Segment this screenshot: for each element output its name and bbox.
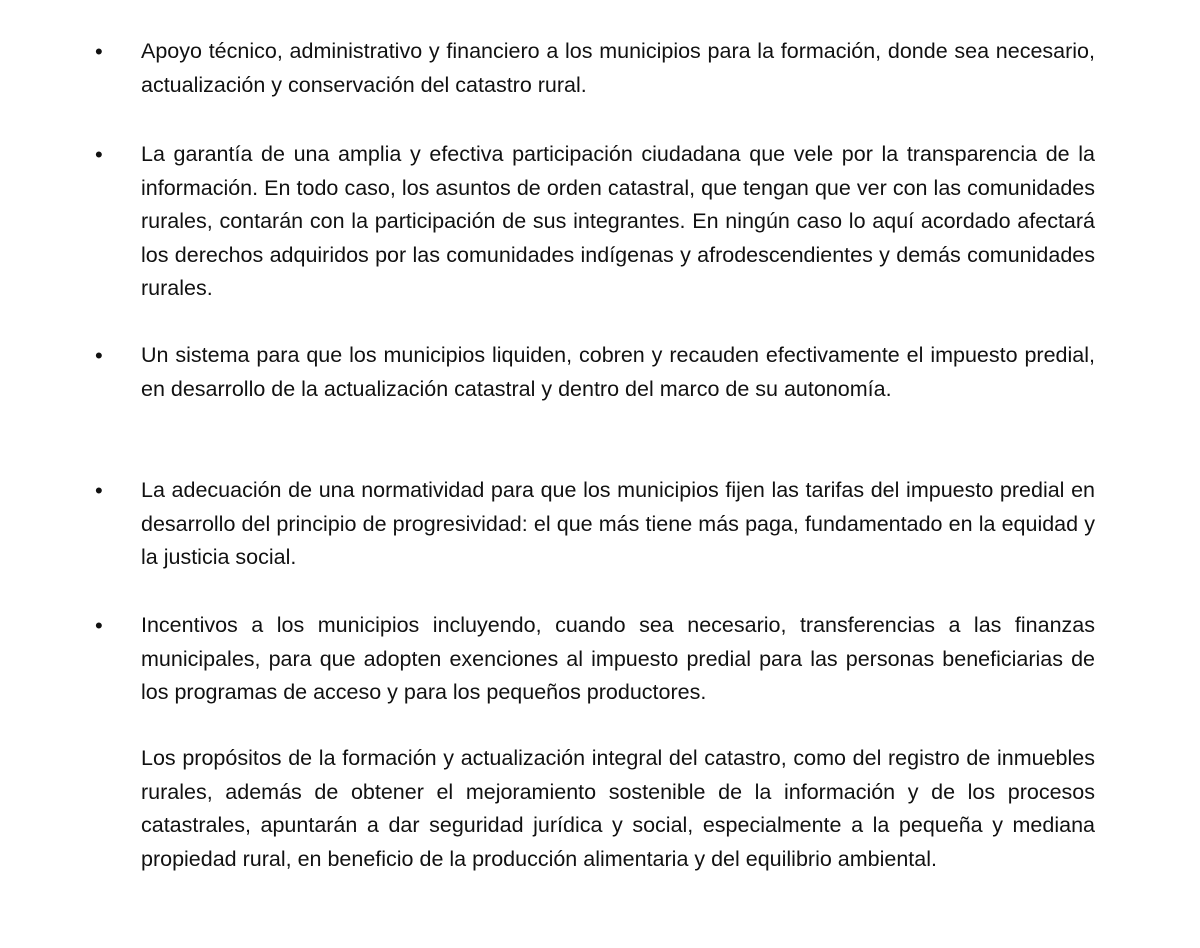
bullet-icon: • xyxy=(95,478,103,503)
bullet-icon: • xyxy=(95,142,103,167)
list-item-text: La adecuación de una normatividad para que los municipios fijen las tarifas del impuesto predial en desarrollo del principio de progresividad: el que más tiene más paga, fundamentado en la equidad y la justicia social. xyxy=(141,478,1095,570)
bullet-icon: • xyxy=(95,39,103,64)
list-item-text: Incentivos a los municipios incluyendo, cuando sea necesario, transferencias a las finanzas municipales, para que adopten exenciones al impuesto predial para las personas beneficiarias de los programas de acceso y para los pequeños productores. xyxy=(141,613,1095,705)
bullet-icon: • xyxy=(95,613,103,638)
bullet-icon: • xyxy=(95,343,103,368)
list-item-text: Un sistema para que los municipios liquiden, cobren y recauden efectivamente el impuesto predial, en desarrollo de la actualización catastral y dentro del marco de su autonomía. xyxy=(141,343,1095,401)
list-item-text: Apoyo técnico, administrativo y financiero a los municipios para la formación, donde sea necesario, actualización y conservación del catastro rural. xyxy=(141,39,1095,97)
closing-paragraph-text: Los propósitos de la formación y actualización integral del catastro, como del registro de inmuebles rurales, además de obtener el mejoramiento sostenible de la información y de los procesos catastrales, apuntarán a dar seguridad jurídica y social, especialmente a la pequeña y mediana propiedad rural, en beneficio de la producción alimentaria y del equilibrio ambiental. xyxy=(141,746,1095,871)
list-item-text: La garantía de una amplia y efectiva participación ciudadana que vele por la transparencia de la información. En todo caso, los asuntos de orden catastral, que tengan que ver con las comunidades rurales, contarán con la participación de sus integrantes. En ningún caso lo aquí acordado afectará los derechos adquiridos por las comunidades indígenas y afrodescendientes y demás comunidades rurales. xyxy=(141,142,1095,301)
